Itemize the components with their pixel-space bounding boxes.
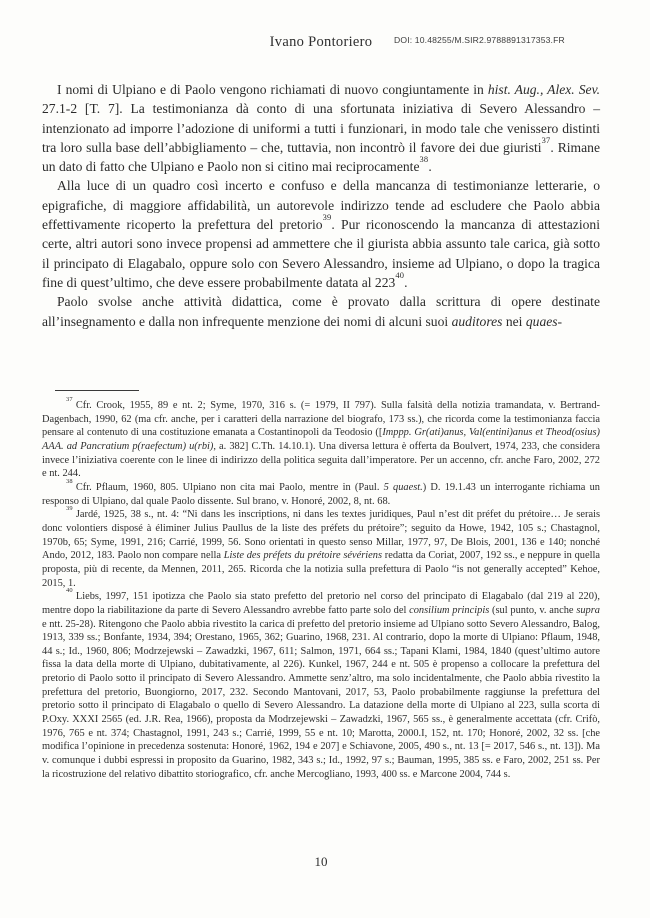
footnote-separator bbox=[55, 390, 139, 391]
footnote bbox=[42, 504, 600, 590]
doi-stamp: DOI: 10.48255/M.SIR2.9788891317353.FR bbox=[394, 35, 565, 45]
body-text bbox=[42, 80, 600, 331]
footnote-text: Jardé, 1925, 38 s., nt. 4: “Ni dans les inscriptions, ni dans les textes juridiques, Paul n’est dit préfet du prétoire… Je serais donc volontiers disposé à éliminer Julius Paullus de la liste des préfets du prétoire”; seguito da Howe, 1942, 105 s.; Chastagnol, 1970b, 65; Syme, 1991, 216; Carrié, 1999, 56. Sono orientati in questo senso Millar, 1977, 97, De Blois, 2001, 136 e 140; nonché Ando, 2012, 183. Paolo non compare nella Liste des préfets du prétoire sévériens redatta da Coriat, 2007, 192 ss., e neppure in quella proposta, più di recente, da Mennen, 2011, 265. Ricorda che la notizia sulla prefettura di Paolo “is not generally accepted” Kehoe, 2015, 1. bbox=[42, 509, 600, 589]
body-paragraph: Alla luce di un quadro così incerto e confuso e della mancanza di testimonianze letterarie, o epigrafiche, di maggiore affidabilità, un autorevole indirizzo tende ad escludere che Paolo abbia effettivamente ricoperto la prefettura del pretorio$^{39}$. Pur riconoscendo la mancanza di attestazioni certe, altri autori sono invece propensi ad ammettere che il giurista abbia assunto tale carica, già sotto il principato di Elagabalo, oppure solo con Severo Alessandro, insieme ad Ulpiano, o dopo la tragica fine di quest’ultimo, che deve essere probabilmente datata al $223^{40}$. bbox=[42, 178, 600, 290]
footnote-text: Cfr. Pflaum, 1960, 805. Ulpiano non cita mai Paolo, mentre in (Paul. 5 quaest.) D. 19.1.43 un interrogante richiama un responso di Ulpiano, dal quale Paolo dissente. Sul brano, v. Honoré, 2002, 8, nt. 68. bbox=[42, 481, 600, 507]
body-paragraph: Paolo svolse anche attività didattica, come è provato dalla scrittura di opere destinate all’insegnamento e dalla non infrequente menzione dei nomi di alcuni suoi auditores nei quaes- bbox=[42, 294, 600, 329]
footnote-number: 39 bbox=[66, 504, 73, 512]
body-paragraph: I nomi di Ulpiano e di Paolo vengono richiamati di nuovo congiuntamente in hist. Aug., Alex. Sev. 27.1-2 [T. 7]. La testimonianza dà conto di una sfortunata iniziativa di Severo Alessandro – intenzionato ad imporre l’adozione di uniformi a tutti i funzionari, in modo tale che venissero distinti tra loro sulla base dell’abbigliamento – che, tuttavia, non incontrò il favore dei due giuristi$^{37}$. Rimane un dato di fatto che Ulpiano e Paolo non si citino mai reciprocamente$^{38}$. bbox=[42, 82, 600, 175]
running-header-author: Ivano Pontoriero bbox=[269, 34, 373, 50]
footnote-area bbox=[42, 390, 600, 781]
footnote bbox=[42, 586, 600, 781]
footnote bbox=[42, 477, 600, 508]
footnote-number: 40 bbox=[66, 586, 73, 594]
footnote-text: Cfr. Crook, 1955, 89 e nt. 2; Syme, 1970, 316 s. (= 1979, II 797). Sulla falsità della notizia tramandata, v. Bertrand-Dagenbach, 1990, 62 (ma cfr. anche, per i caratteri della narrazione del biografo, 173 ss.), che ricorda come la testimonianza faccia pensare al contenuto di una costituzione emanata a Costantinopoli da Teodosio ([Imppp. Gr(ati)anus, Val(entini)anus et Theod(osius) AAA. ad Pancratium p(raefectum) u(rbi), a. 382] C.Th. 14.10.1). Una diversa lettura è offerta da Boulvert, 1974, 233, che considera invece l’iniziativa coerente con le linee di indirizzo della politica seguita dall’imperatore. Per un accenno, cfr. anche Faro, 2002, 272 e nt. 244. bbox=[42, 400, 600, 480]
footnote-number: 38 bbox=[66, 477, 73, 485]
page-number: 10 bbox=[314, 854, 328, 869]
footnotes bbox=[42, 395, 600, 781]
footnote-text: Liebs, 1997, 151 ipotizza che Paolo sia stato prefetto del pretorio nel corso del principato di Elagabalo (dal 219 al 220), mentre dopo la riabilitazione da parte di Severo Alessandro avrebbe fatto parte solo del consilium principis (sul punto, v. anche supra e ntt. 25-28). Ritengono che Paolo abbia rivestito la carica di prefetto del pretorio insieme ad Ulpiano sotto Severo Alessandro, Balog, 1913, 339 ss.; Bonfante, 1934, 394; Orestano, 1965, 362; Guarino, 1968, 231. Al contrario, dopo la morte di Ulpiano: Pflaum, 1948, 44 s.; Id., 1960, 806; Modrzejewski – Zawadzki, 1967, 611; Salmon, 1971, 664 ss.; Tapani Klami, 1984, 1840 (quest’ultimo autore fissa la data della morte di Ulpiano, dubitativamente, al 226). Kunkel, 1967, 244 e nt. 505 è propenso a collocare la prefettura del pretorio di Paolo sotto il principato di Severo Alessandro. Ammette senz’altro, ma solo incidentalmente, che Paolo abbia rivestito la prefettura del pretorio, Buongiorno, 2017, 232. Secondo Mantovani, 2017, 53, Paolo probabilmente raggiunse la prefettura del pretorio sotto il principato di Elagabalo o quello di Severo Alessandro. La datazione della morte di Ulpiano al 223, sulla scorta di P.Oxy. XXXI 2565 (ed. J.R. Rea, 1966), proposta da Modrzejewski – Zawadzki, 1967, 565 ss., è generalmente accettata (cfr. Crifò, 1976, 765 e nt. 374; Chastagnol, 1991, 243 s.; Carrié, 1999, 55 e nt. 10; Marotta, 2000.I, 152, nt. 170; Honoré, 2002, 32 ss. [che modifica l’opinione in precedenza sostenuta: Honoré, 1962, 194 e 207] e Schiavone, 2005, 490 s., nt. 13 [= 2017, 546 s., nt. 13]). Ma v. comunque i dubbi espressi in proposito da Guarino, 1982, 343 s.; Id., 1992, 97 s.; Bauman, 1995, 385 ss. e Faro, 2002, 251 ss. Per la ricostruzione del relativo dibattito storiografico, cfr. anche Mercogliano, 1993, 400 ss. e Marcone 2004, 744 s. bbox=[42, 591, 600, 780]
footnote-number: 37 bbox=[66, 395, 73, 403]
footnote bbox=[42, 395, 600, 481]
